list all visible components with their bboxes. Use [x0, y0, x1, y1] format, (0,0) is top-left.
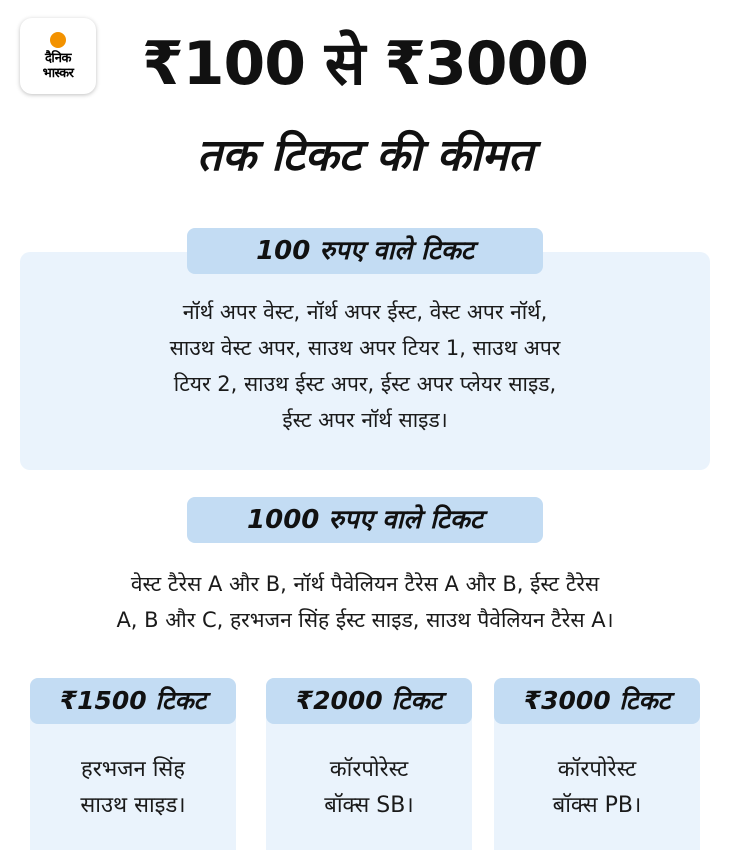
logo-text-line-2: भास्कर [42, 65, 74, 81]
page-title-line-2: तक टिकट की कीमत [196, 130, 534, 181]
tier-1500-text [30, 752, 236, 824]
tier-3000-text [494, 752, 700, 824]
tier-100-line: नॉर्थ अपर वेस्ट, नॉर्थ अपर ईस्ट, वेस्ट अपर नॉर्थ, [182, 300, 548, 324]
tier-1000-line: वेस्ट टैरेस A और B, नॉर्थ पैवेलियन टैरेस A और B, ईस्ट टैरेस [130, 572, 600, 596]
sun-icon [50, 32, 66, 48]
tier-1500-line: साउथ साइड। [80, 793, 186, 818]
tier-100-text [30, 294, 700, 438]
tier-1500-heading: ₹1500 टिकट [30, 678, 236, 724]
tier-1000-line: A, B और C, हरभजन सिंह ईस्ट साइड, साउथ पैवेलियन टैरेस A। [116, 608, 614, 632]
logo-text-line-1: दैनिक [45, 50, 71, 66]
tier-3000-heading: ₹3000 टिकट [494, 678, 700, 724]
tier-100-heading: 100 रुपए वाले टिकट [187, 228, 543, 274]
brand-logo [20, 18, 96, 94]
tier-2000-text [266, 752, 472, 824]
tier-1500-line: हरभजन सिंह [81, 757, 185, 782]
tier-100-line: टियर 2, साउथ ईस्ट अपर, ईस्ट अपर प्लेयर साइड, [173, 372, 557, 396]
tier-100-line: साउथ वेस्ट अपर, साउथ अपर टियर 1, साउथ अपर [169, 336, 561, 360]
tier-2000-line: कॉरपोरेस्ट [329, 757, 409, 782]
tier-1000-text [10, 566, 720, 638]
tier-2000-heading: ₹2000 टिकट [266, 678, 472, 724]
tier-3000-line: बॉक्स PB। [552, 793, 642, 818]
page-title-line-1: ₹100 से ₹3000 [141, 29, 589, 99]
tier-2000-line: बॉक्स SB। [324, 793, 414, 818]
tier-3000-line: कॉरपोरेस्ट [557, 757, 637, 782]
tier-100-line: ईस्ट अपर नॉर्थ साइड। [282, 408, 448, 432]
tier-1000-heading: 1000 रुपए वाले टिकट [187, 497, 543, 543]
